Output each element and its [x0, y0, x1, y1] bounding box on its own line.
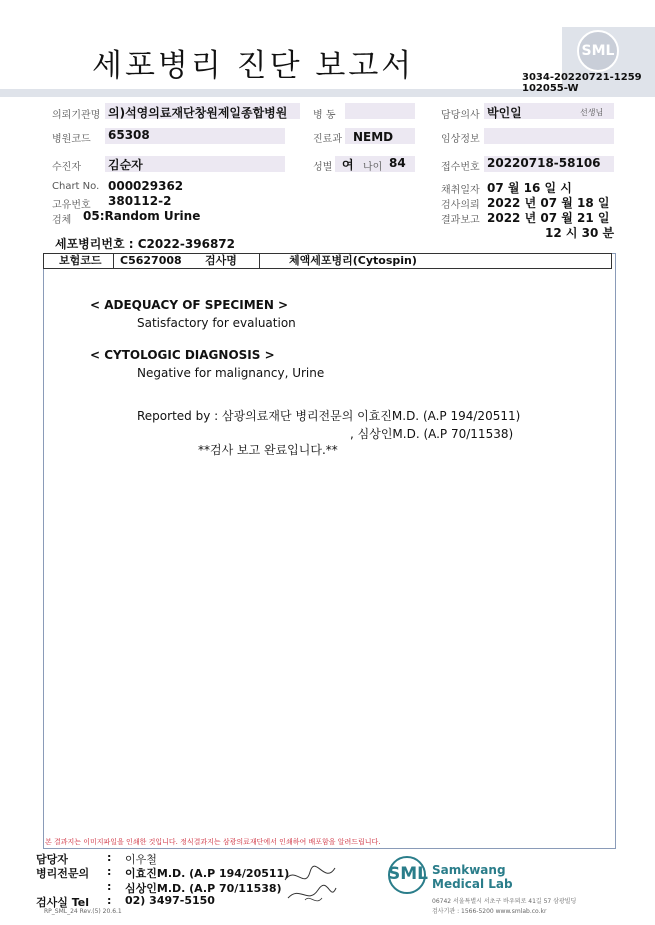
chart-value: 000029362: [108, 179, 184, 193]
colon: :: [107, 865, 112, 878]
clinical-info-label: 임상정보: [441, 134, 480, 145]
diagnosis-text: Negative for malignancy, Urine: [137, 366, 325, 380]
collect-date-value: 07 월 16 일 시: [487, 181, 572, 195]
lab-contact: 검사기관 : 1566-5200 www.smlab.co.kr: [432, 908, 547, 915]
recipient-value: 김순자: [108, 158, 143, 172]
lab-address: 06742 서울특별시 서초구 바우뫼로 41길 57 삼광빌딩: [432, 898, 577, 905]
reception-value: 20220718-58106: [487, 156, 601, 170]
tel-value: 02) 3497-5150: [125, 894, 215, 907]
ward-label: 병 동: [313, 110, 336, 121]
sml-logo-badge: [577, 30, 619, 72]
report-time-value: 12 시 30 분: [545, 226, 615, 240]
disclaimer: 본 결과지는 이미지파일을 인쇄한 것입니다. 정식결과지는 삼광의료재단에서 인쇄하여 배포함을 알려드립니다.: [45, 838, 381, 846]
exam-name-value: 체액세포병리(Cytospin): [289, 254, 417, 267]
exam-name-label: 검사명: [205, 254, 237, 267]
tel-label: 검사실 Tel: [36, 896, 89, 909]
physician-value: 박인일: [487, 106, 522, 120]
pathologist-1: 이효진M.D. (A.P 194/20511): [125, 867, 290, 880]
field-shade: [484, 128, 614, 144]
reception-label: 접수번호: [441, 162, 480, 173]
report-complete-note: **검사 보고 완료입니다.**: [198, 443, 338, 457]
insurance-label: 보험코드: [59, 254, 102, 267]
pathologist-label: 병리전문의: [36, 867, 90, 880]
lab-name-line1: Samkwang: [432, 863, 506, 877]
signature-image: [280, 860, 340, 910]
cytology-number: 세포병리번호 : C2022-396872: [55, 237, 235, 251]
specimen-value: 05:Random Urine: [83, 209, 201, 223]
field-shade: [345, 103, 415, 119]
unique-number-value: 380112-2: [108, 194, 172, 208]
colon: :: [107, 851, 112, 864]
insurance-value: C5627008: [120, 254, 182, 267]
hospital-code-label: 병원코드: [52, 134, 91, 145]
divider: [259, 254, 260, 268]
age-label: 나이: [363, 162, 383, 173]
age-value: 84: [389, 156, 406, 170]
document-number-line2: 102055-W: [522, 83, 579, 94]
manager-value: 이우철: [125, 853, 157, 866]
physician-suffix: 선생님: [580, 108, 604, 117]
reported-by-line1: Reported by : 삼광의료재단 병리전문의 이효진M.D. (A.P 194/20511): [137, 409, 521, 423]
adequacy-text: Satisfactory for evaluation: [137, 316, 296, 330]
physician-label: 담당의사: [441, 110, 480, 121]
department-label: 진료과: [313, 134, 342, 145]
unique-number-label: 고유번호: [52, 200, 91, 211]
request-date-label: 검사의뢰: [441, 200, 480, 211]
sml-logo-text: SML: [581, 43, 615, 59]
report-date-label: 결과보고: [441, 215, 480, 226]
recipient-label: 수진자: [52, 162, 81, 173]
collect-date-label: 채취일자: [441, 185, 480, 196]
divider: [113, 254, 114, 268]
institution-label: 의뢰기관명: [52, 110, 101, 121]
institution-value: 의)석영의료재단창원제일종합병원: [108, 106, 288, 120]
adequacy-heading: < ADEQUACY OF SPECIMEN >: [90, 298, 289, 312]
page-title: 세포병리 진단 보고서: [92, 48, 415, 84]
form-code: RP_SML_24 Rev.(5) 20.6.1: [44, 908, 122, 915]
document-number-line1: 3034-20220721-1259: [522, 72, 642, 83]
sml-lab-logo-text: SML: [388, 864, 428, 884]
specimen-label: 검체: [52, 215, 72, 226]
colon: :: [107, 880, 112, 893]
sex-value: 여: [342, 158, 354, 172]
colon: :: [107, 894, 112, 907]
manager-label: 담당자: [36, 853, 68, 866]
hospital-code-value: 65308: [108, 128, 150, 142]
chart-label: Chart No.: [52, 181, 100, 192]
request-date-value: 2022 년 07 월 18 일: [487, 196, 610, 210]
lab-name-line2: Medical Lab: [432, 877, 513, 891]
document-number: [522, 72, 642, 94]
diagnosis-heading: < CYTOLOGIC DIAGNOSIS >: [90, 348, 275, 362]
department-value: NEMD: [353, 130, 394, 144]
sex-label: 성별: [313, 162, 333, 173]
reported-by-line2: , 심상인M.D. (A.P 70/11538): [350, 427, 514, 441]
report-date-value: 2022 년 07 월 21 일: [487, 211, 610, 225]
report-box: [43, 253, 616, 849]
exam-header-row: [43, 253, 612, 269]
pathologist-2: 심상인M.D. (A.P 70/11538): [125, 882, 282, 895]
